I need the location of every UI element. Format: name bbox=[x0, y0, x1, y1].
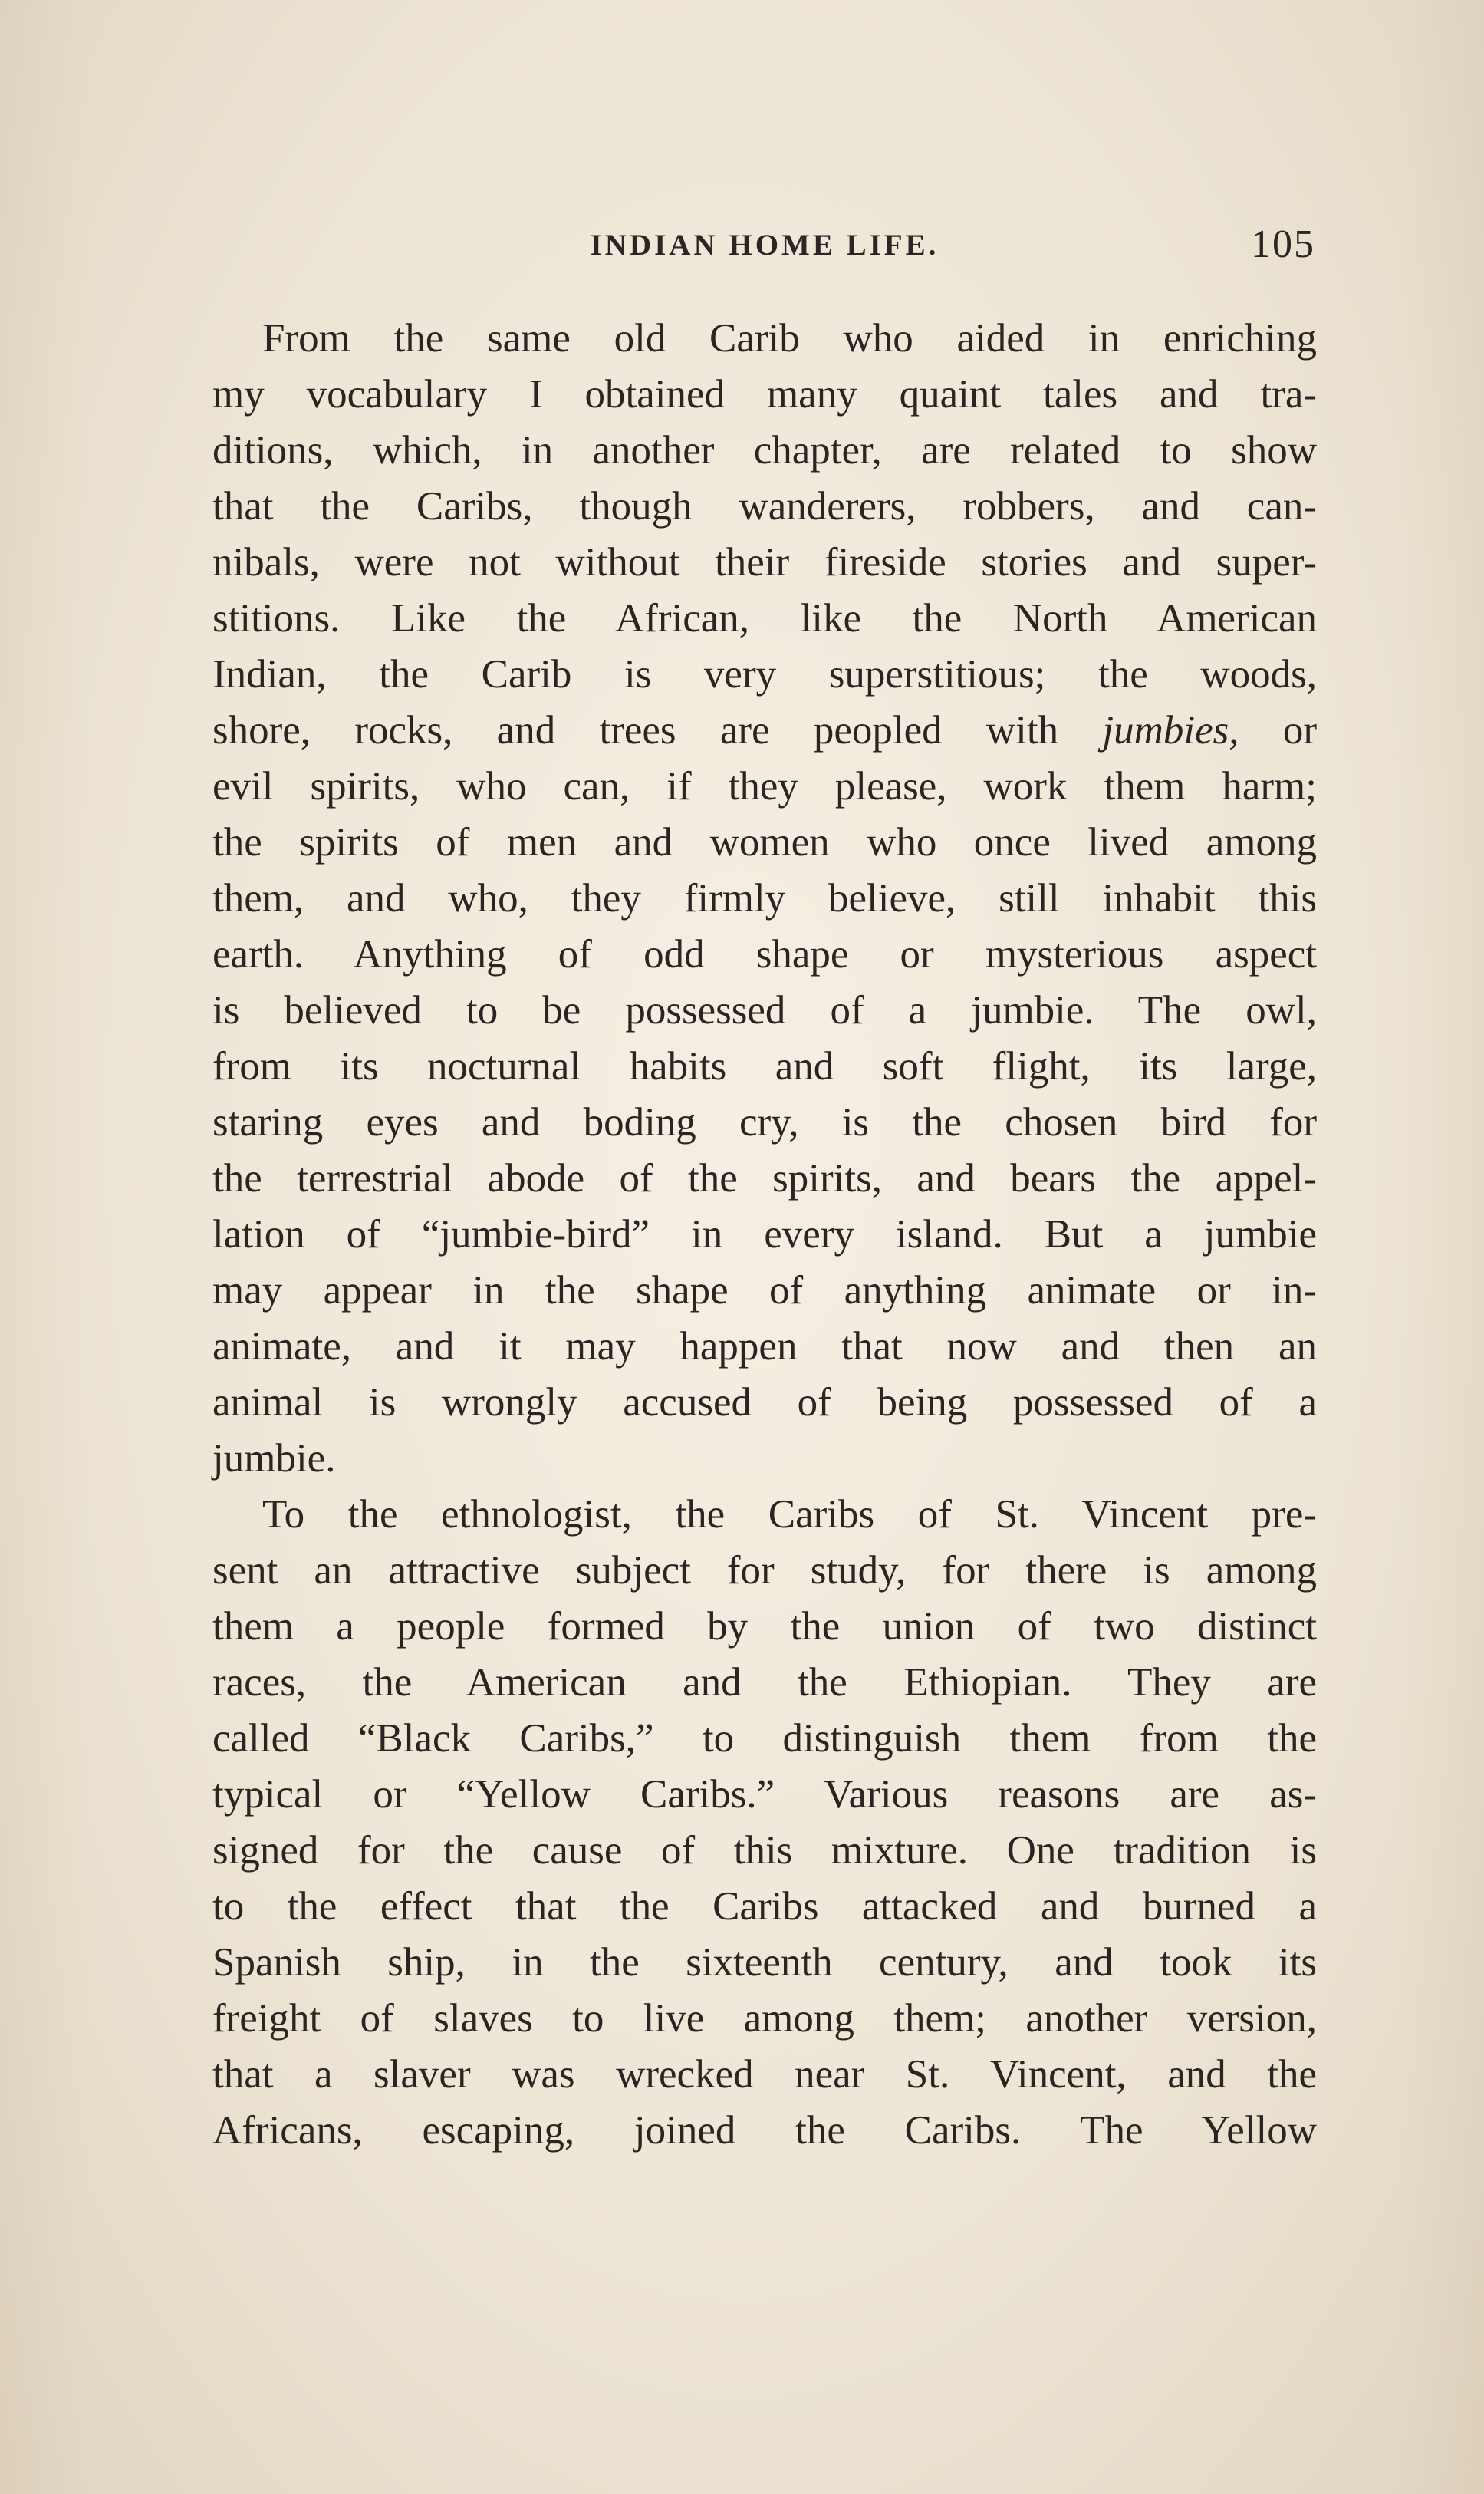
page-header bbox=[212, 219, 1317, 280]
text-line: the terrestrial abode of the spirits, and bears the appel- bbox=[212, 1156, 1317, 1201]
text-line: animate, and it may happen that now and then an bbox=[212, 1324, 1317, 1369]
text-segment: shore, rocks, and trees are peopled with bbox=[212, 708, 1059, 753]
text-line: called “Black Caribs,” to distinguish them from the bbox=[212, 1716, 1317, 1761]
text-line bbox=[212, 703, 1317, 759]
text-line: stitions. Like the African, like the North American bbox=[212, 596, 1317, 641]
text-line: my vocabulary I obtained many quaint tales and tra- bbox=[212, 372, 1317, 417]
text-line: ditions, which, in another chapter, are related to show bbox=[212, 428, 1317, 473]
text-line: Spanish ship, in the sixteenth century, and took its bbox=[212, 1940, 1317, 1985]
text-line: from its nocturnal habits and soft flight, its large, bbox=[212, 1044, 1317, 1089]
text-line: to the effect that the Caribs attacked and burned a bbox=[212, 1884, 1317, 1929]
text-line: earth. Anything of odd shape or mysterious aspect bbox=[212, 932, 1317, 977]
page-number: 105 bbox=[1251, 222, 1315, 266]
text-line: evil spirits, who can, if they please, work them harm; bbox=[212, 764, 1317, 809]
text-line: is believed to be possessed of a jumbie. The owl, bbox=[212, 988, 1317, 1033]
text-line: that a slaver was wrecked near St. Vincent, and the bbox=[212, 2052, 1317, 2097]
text-line: Indian, the Carib is very superstitious; the woods, bbox=[212, 652, 1317, 697]
text-line: Africans, escaping, joined the Caribs. The Yellow bbox=[212, 2108, 1317, 2153]
text-line: races, the American and the Ethiopian. They are bbox=[212, 1660, 1317, 1705]
text-line: them a people formed by the union of two distinct bbox=[212, 1604, 1317, 1649]
running-title: INDIAN HOME LIFE. bbox=[590, 229, 939, 262]
text-line: may appear in the shape of anything animate or in- bbox=[212, 1268, 1317, 1313]
text-line: signed for the cause of this mixture. One tradition is bbox=[212, 1828, 1317, 1873]
body-text bbox=[212, 311, 1317, 2159]
text-line: nibals, were not without their fireside stories and super- bbox=[212, 540, 1317, 585]
text-line: animal is wrongly accused of being possessed of a bbox=[212, 1380, 1317, 1425]
text-line: the spirits of men and women who once lived among bbox=[212, 820, 1317, 865]
text-line: sent an attractive subject for study, for there is among bbox=[212, 1548, 1317, 1593]
text-line: them, and who, they firmly believe, still inhabit this bbox=[212, 876, 1317, 921]
text-line: To the ethnologist, the Caribs of St. Vincent pre- bbox=[262, 1492, 1317, 1537]
italic-term: jumbies, bbox=[1102, 708, 1239, 753]
text-line: jumbie. bbox=[212, 1436, 336, 1481]
text-line: typical or “Yellow Caribs.” Various reasons are as- bbox=[212, 1772, 1317, 1817]
text-line: freight of slaves to live among them; another version, bbox=[212, 1996, 1317, 2041]
text-line: that the Caribs, though wanderers, robbers, and can- bbox=[212, 484, 1317, 529]
text-line: staring eyes and boding cry, is the chosen bird for bbox=[212, 1100, 1317, 1145]
text-line: From the same old Carib who aided in enriching bbox=[262, 316, 1317, 361]
text-line: lation of “jumbie-bird” in every island. But a jumbie bbox=[212, 1212, 1317, 1257]
text-segment: or bbox=[1282, 708, 1317, 753]
